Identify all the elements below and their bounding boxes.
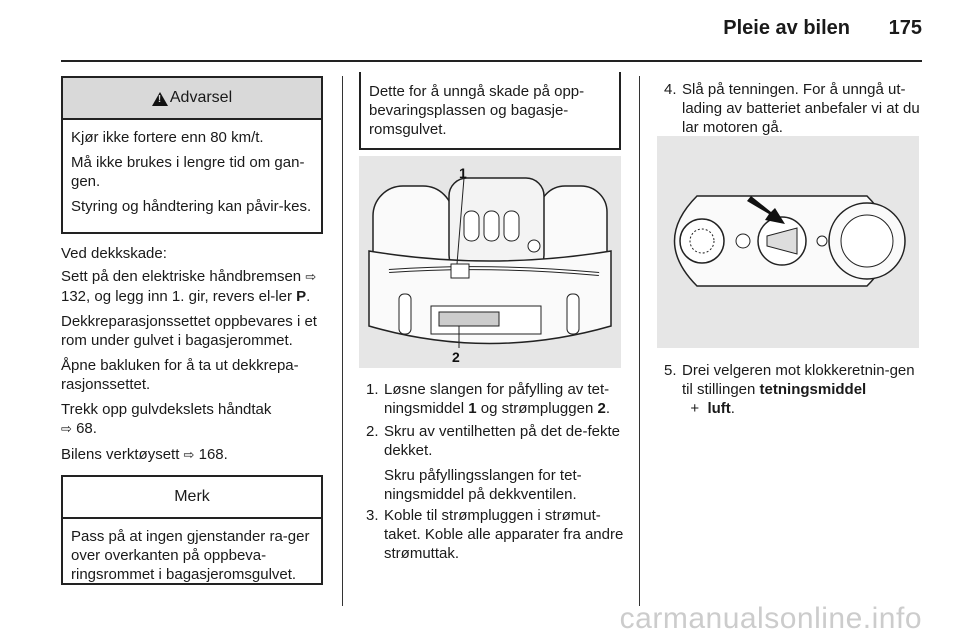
note-text: Pass på at ingen gjenstander ra-ger over overkanten på oppbeva-ringsrommet i bagasjeromsgulvet. [71, 528, 310, 583]
brake-text: Sett på den elektriske håndbremsen [61, 268, 302, 285]
step-text-end: . [730, 400, 735, 417]
step-bold-1: 1 [468, 400, 477, 417]
brake-text-end: . [306, 288, 311, 305]
note-box [61, 475, 323, 585]
step-body [682, 361, 926, 418]
pull-text: Trekk opp gulvdekslets håndtak [61, 401, 272, 418]
caution-continuation-box [359, 72, 621, 150]
warning-triangle-icon [152, 92, 168, 106]
step-text: Løsne slangen for påfylling av tet-ningsmiddel [384, 381, 610, 417]
step-text: Slå på tenningen. For å unngå ut-lading av batteriet anbefaler vi at du lar motoren gå. [682, 81, 920, 136]
step-number: 1. [366, 381, 379, 398]
warning-text-1: Kjør ikke fortere enn 80 km/t. [71, 129, 264, 146]
reference-arrow-icon: ⇨ [183, 448, 195, 463]
page-header [0, 0, 960, 64]
step-bold-2: 2 [597, 400, 606, 417]
note-box-header [63, 477, 321, 519]
header-rule [61, 60, 922, 62]
warning-title: Advarsel [169, 89, 233, 106]
step-text: Skru av ventilhetten på det de-fekte dekket. [384, 423, 620, 459]
step-4 [664, 80, 926, 143]
caution-continuation-text: Dette for å unngå skade på opp-bevaringsplassen og bagasje-romsgulvet. [369, 83, 585, 138]
column-divider-1 [342, 76, 343, 606]
step-text: Koble til strømpluggen i strømut-taket. Koble alle apparater fra andre strømuttak. [384, 507, 624, 562]
warning-text-3: Styring og håndtering kan påvir-kes. [71, 198, 312, 215]
plus-sign: + [690, 400, 700, 417]
warning-body [63, 120, 321, 230]
note-title: Merk [174, 488, 210, 505]
step-1 [366, 380, 628, 424]
selector-illustration [657, 136, 919, 348]
damage-heading: Ved dekkskade: [61, 245, 167, 262]
figure-label-1: 1 [459, 165, 467, 181]
pull-page-ref[interactable]: 68. [76, 420, 97, 437]
tools-paragraph [61, 445, 329, 465]
pull-paragraph [61, 400, 329, 439]
brake-text-2: , og legg inn 1. gir, revers el-ler [86, 288, 292, 305]
page-title: Pleie av bilen [723, 17, 850, 39]
warning-box-header [63, 78, 321, 120]
brake-paragraph [61, 267, 329, 306]
page-number: 175 [888, 17, 922, 39]
step-body [384, 380, 628, 418]
step-2 [366, 422, 628, 510]
reference-arrow-icon: ⇨ [305, 270, 317, 285]
brake-page-ref[interactable]: 132 [61, 288, 87, 305]
step-number: 3. [366, 507, 379, 524]
step-text-mid: og strømpluggen [480, 400, 594, 417]
step-body [384, 422, 628, 504]
setting-sealant: tetningsmiddel [759, 381, 867, 398]
caution-continuation-body [361, 72, 619, 153]
step-body [384, 506, 628, 563]
step-subtext: Skru påfyllingsslangen for tet-ningsmiddel på dekkventilen. [384, 467, 582, 503]
step-3 [366, 506, 628, 569]
step-text-end: . [605, 400, 610, 417]
step-number: 2. [366, 423, 379, 440]
setting-air: luft [707, 400, 731, 417]
step-text: Drei velgeren mot klokkeretnin-gen til stillingen [682, 362, 915, 398]
note-body [63, 519, 321, 598]
kit-paragraph: Dekkreparasjonssettet oppbevares i et rom under gulvet i bagasjerommet. [61, 313, 317, 349]
tools-text: Bilens verktøysett [61, 446, 180, 463]
step-number: 5. [664, 362, 677, 379]
step-body [682, 80, 926, 137]
tailgate-paragraph: Åpne bakluken for å ta ut dekkrepa-rasjonssettet. [61, 357, 299, 393]
reference-arrow-icon: ⇨ [61, 422, 72, 437]
compressor-illustration [359, 156, 621, 368]
warning-box [61, 76, 323, 234]
watermark: carmanualsonline.info [619, 602, 922, 635]
step-number: 4. [664, 81, 677, 98]
reverse-gear-letter: P [296, 288, 307, 305]
figure-label-2: 2 [452, 349, 460, 365]
warning-text-2: Må ikke brukes i lengre tid om gan-gen. [71, 154, 305, 190]
tools-page-ref[interactable]: 168. [198, 446, 228, 463]
step-5 [664, 361, 926, 424]
column-divider-2 [639, 76, 640, 606]
col1-text [61, 244, 329, 465]
